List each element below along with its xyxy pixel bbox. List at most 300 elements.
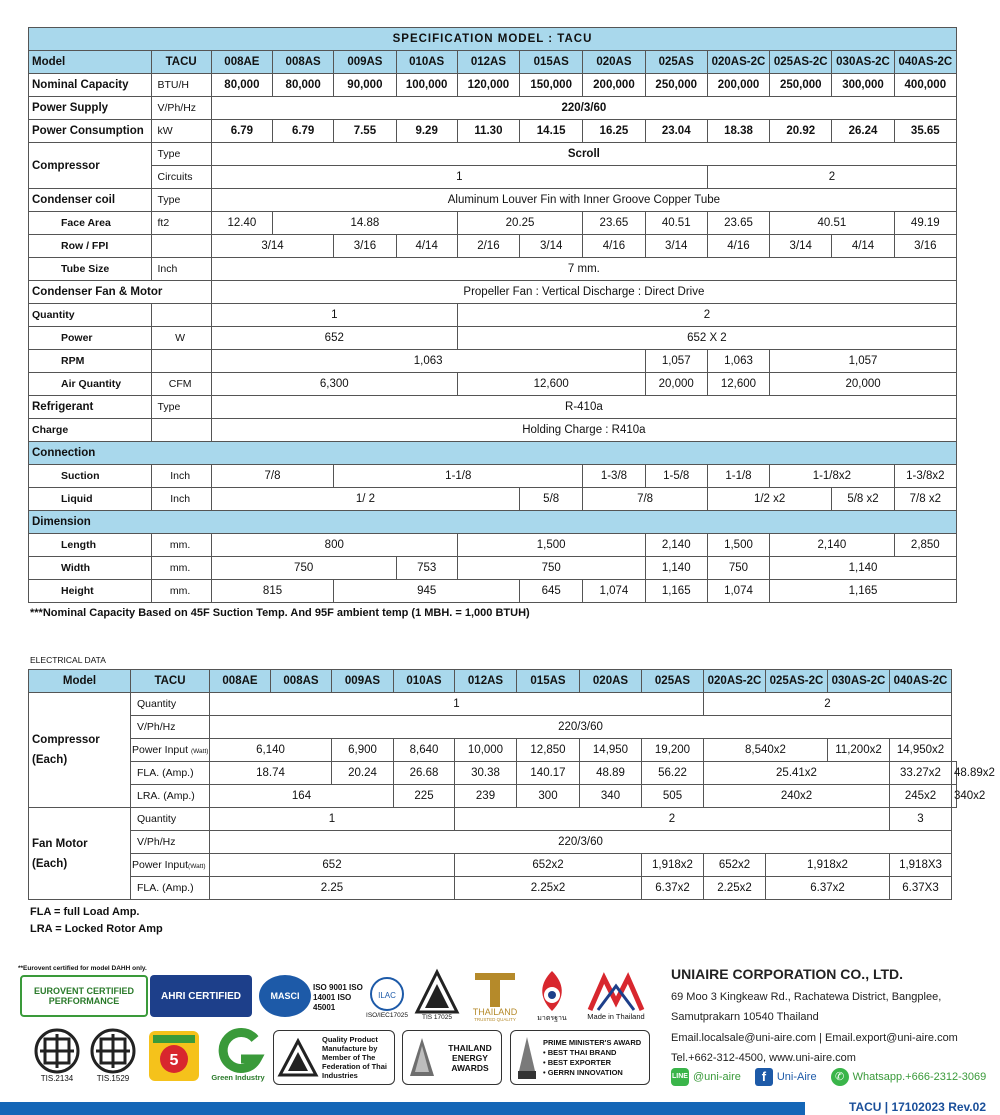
value-cell: 16.25 [583, 120, 645, 143]
row-label: Condenser coil [29, 189, 152, 212]
row-suction [29, 465, 957, 488]
facebook-icon[interactable]: f [755, 1068, 773, 1086]
model-header: 020AS [580, 670, 642, 693]
value-cell: 300 [517, 785, 580, 808]
model-header: 020AS-2C [707, 51, 769, 74]
row-label: Tube Size [29, 258, 152, 281]
line-icon[interactable]: LINE [671, 1068, 689, 1086]
ahri-logo [150, 975, 252, 1017]
row-power-supply [29, 97, 957, 120]
mortordor-flame-icon [532, 969, 572, 1013]
value-cell: 49.19 [894, 212, 956, 235]
model-header: 008AS [273, 51, 334, 74]
model-header: 030AS-2C [832, 51, 894, 74]
value-cell: 3/14 [520, 235, 583, 258]
model-header: 030AS-2C [828, 670, 890, 693]
pm-award-item: • BEST THAI BRAND [543, 1047, 617, 1057]
row-label: Power Supply [29, 97, 152, 120]
value-cell: 7 mm. [211, 258, 956, 281]
value-cell: 2 [455, 808, 890, 831]
unit-cell: Type [151, 189, 211, 212]
row-label: Height [29, 580, 152, 603]
electrical-table [28, 669, 995, 900]
row-fan-fla [29, 877, 957, 900]
row-label: Power [29, 327, 152, 350]
row-air-quantity [29, 373, 957, 396]
company-address-line1: 69 Moo 3 Kingkeaw Rd., Rachatewa District, Bangplee, [671, 991, 942, 1003]
model-header: 015AS [520, 51, 583, 74]
value-cell: 6,900 [332, 739, 394, 762]
tis1529-text: TIS.1529 [96, 1073, 130, 1083]
value-cell: 4/14 [396, 235, 457, 258]
value-cell: 20.25 [457, 212, 583, 235]
unit-cell: V/Ph/Hz [151, 97, 211, 120]
model-header: 012AS [457, 51, 519, 74]
model-header: 020AS [583, 51, 645, 74]
green-industry-text: Green Industry [211, 1072, 265, 1082]
unit-cell: mm. [151, 580, 211, 603]
power-input-unit: (Watt) [190, 748, 209, 755]
unit-cell: ft2 [151, 212, 211, 235]
value-cell: 20,000 [645, 373, 707, 396]
green-industry-logo [206, 1025, 270, 1085]
value-cell: 26.68 [394, 762, 455, 785]
value-cell: 19,200 [642, 739, 704, 762]
value-cell: 26.24 [832, 120, 894, 143]
value-cell: 1,074 [583, 580, 645, 603]
row-compressor-circuits [29, 166, 957, 189]
tis2134-logo [32, 1025, 82, 1085]
spec-table [28, 27, 957, 603]
compressor-label [29, 693, 131, 808]
value-cell: 652x2 [455, 854, 642, 877]
pm-award-item: • GERRN INNOVATION [543, 1067, 623, 1077]
value-cell: 1-3/8x2 [894, 465, 956, 488]
value-cell: 5/8 x2 [832, 488, 894, 511]
compressor-label-line2: (Each) [32, 754, 68, 766]
value-cell: 1-5/8 [645, 465, 707, 488]
thailand-trust-text: THAILAND [472, 1006, 518, 1017]
row-width [29, 557, 957, 580]
model-header: 025AS-2C [766, 670, 828, 693]
value-cell: 3/16 [894, 235, 956, 258]
company-email[interactable]: Email.localsale@uni-aire.com | Email.export@uni-aire.com [671, 1032, 958, 1044]
value-cell: 18.38 [707, 120, 769, 143]
value-cell: 750 [457, 557, 645, 580]
value-cell: 652x2 [704, 854, 766, 877]
model-header: 008AS [271, 670, 332, 693]
value-cell: 12.40 [211, 212, 272, 235]
row-power-consumption [29, 120, 957, 143]
tis17025-text: TIS 17025 [422, 1013, 452, 1021]
value-cell: 1-1/8 [334, 465, 583, 488]
unit-cell: V/Ph/Hz [131, 716, 210, 739]
row-refrigerant [29, 396, 957, 419]
value-cell: 250,000 [645, 74, 707, 97]
eurovent-note: **Eurovent certified for model DAHH only. [18, 965, 147, 972]
model-header: 040AS-2C [890, 670, 952, 693]
unit-cell: kW [151, 120, 211, 143]
section-dimension [29, 511, 957, 534]
whatsapp-icon[interactable]: ✆ [831, 1068, 849, 1086]
unit-cell: FLA. (Amp.) [131, 762, 210, 785]
prime-minister-award-logo [510, 1030, 650, 1085]
header-model: Model [29, 670, 131, 693]
energy-award-text: THAILAND ENERGY AWARDS [448, 1042, 492, 1073]
row-label: Quantity [29, 304, 152, 327]
revision-label: TACU | 17102023 Rev.02 [849, 1100, 986, 1114]
value-cell: 1,165 [770, 580, 957, 603]
pm-award-trophy-icon [515, 1035, 539, 1081]
pm-award-title: PRIME MINISTER'S AWARD [543, 1037, 642, 1047]
value-cell: 20.92 [770, 120, 832, 143]
model-header: 040AS-2C [894, 51, 956, 74]
value-cell: 1/2 x2 [707, 488, 832, 511]
value-cell: 2,140 [645, 534, 707, 557]
row-comp-lra [29, 785, 957, 808]
unit-cell [131, 854, 210, 877]
row-fan-vph [29, 831, 957, 854]
value-cell: 25.41x2 [704, 762, 890, 785]
value-cell: 1,057 [770, 350, 957, 373]
model-header: 009AS [332, 670, 394, 693]
row-label: Condenser Fan & Motor [29, 281, 212, 304]
fan-motor-label-line2: (Each) [32, 857, 68, 870]
value-cell: 3/16 [334, 235, 396, 258]
value-cell: 150,000 [520, 74, 583, 97]
value-cell: 7/8 x2 [894, 488, 956, 511]
unit-cell: Quantity [131, 693, 210, 716]
row-label: Nominal Capacity [29, 74, 152, 97]
fti-triangle-icon [278, 1038, 318, 1078]
row-height [29, 580, 957, 603]
company-name: UNIAIRE CORPORATION CO., LTD. [671, 966, 904, 982]
value-cell: 652 [210, 854, 455, 877]
thailand-trust-logo [466, 967, 524, 1025]
value-cell: 945 [334, 580, 520, 603]
section-label: Dimension [29, 511, 957, 534]
value-cell: Aluminum Louver Fin with Inner Groove Copper Tube [211, 189, 956, 212]
unit-cell: CFM [151, 373, 211, 396]
value-cell: 200,000 [707, 74, 769, 97]
fti-text: Quality Product Manufacture by Member of The Federation of Thai Industries [322, 1035, 388, 1080]
value-cell: 4/14 [832, 235, 894, 258]
row-nominal-capacity [29, 74, 957, 97]
row-face-area [29, 212, 957, 235]
value-cell: 240x2 [704, 785, 890, 808]
fan-motor-label-line1: Fan Motor [32, 837, 88, 850]
value-cell: 14.15 [520, 120, 583, 143]
footer-bar [0, 1102, 805, 1115]
value-cell: 80,000 [211, 74, 272, 97]
value-cell: 6.79 [211, 120, 272, 143]
pm-award-text [543, 1038, 641, 1078]
value-cell: 3/14 [770, 235, 832, 258]
row-length [29, 534, 957, 557]
iso-text: ISO 9001 ISO 14001 ISO 45001 [313, 983, 363, 1012]
value-cell: 1-1/8x2 [770, 465, 895, 488]
value-cell: 20,000 [770, 373, 957, 396]
model-header: 025AS-2C [770, 51, 832, 74]
value-cell: 23.04 [645, 120, 707, 143]
iso17025-logo [362, 970, 412, 1024]
unit-cell: Inch [151, 258, 211, 281]
unit-cell: V/Ph/Hz [131, 831, 210, 854]
green-industry-g-icon [213, 1029, 263, 1073]
value-cell: 6.79 [273, 120, 334, 143]
company-address-line2: Samutprakarn 10540 Thailand [671, 1011, 819, 1023]
value-cell: 48.89 [580, 762, 642, 785]
tis2134-text: TIS.2134 [40, 1073, 74, 1083]
value-cell: 23.65 [707, 212, 769, 235]
value-cell: 10,000 [455, 739, 517, 762]
value-cell: 6.37x2 [642, 877, 704, 900]
value-cell: 14.88 [273, 212, 458, 235]
value-cell: Holding Charge : R410a [211, 419, 956, 442]
value-cell: 652 [211, 327, 457, 350]
value-cell: 164 [210, 785, 394, 808]
row-charge [29, 419, 957, 442]
unit-cell [151, 235, 211, 258]
row-row-fpi [29, 235, 957, 258]
unit-cell [131, 739, 210, 762]
value-cell: 2,850 [894, 534, 956, 557]
value-cell: 2.25x2 [704, 877, 766, 900]
section-connection [29, 442, 957, 465]
row-fan-motor [29, 281, 957, 304]
spec-title: SPECIFICATION MODEL : TACU [29, 28, 957, 51]
unit-cell: Quantity [131, 808, 210, 831]
value-cell: 90,000 [334, 74, 396, 97]
eurovent-text: EUROVENT CERTIFIED PERFORMANCE [33, 986, 134, 1006]
value-cell: 1,063 [211, 350, 645, 373]
company-tel-web[interactable]: Tel.+662-312-4500, www.uni-aire.com [671, 1052, 856, 1064]
value-cell: 225 [394, 785, 455, 808]
value-cell: 1,918x2 [642, 854, 704, 877]
unit-cell: Circuits [151, 166, 211, 189]
masci-text: MASCI [270, 991, 300, 1001]
value-cell: 750 [211, 557, 396, 580]
value-cell: 1 [210, 808, 455, 831]
model-header: 010AS [396, 51, 457, 74]
eurovent-logo [20, 975, 148, 1017]
compressor-label-line1: Compressor [32, 734, 100, 746]
value-cell: 11,200x2 [828, 739, 890, 762]
value-cell: 48.89x2 [952, 762, 957, 785]
model-header: 012AS [455, 670, 517, 693]
unit-cell: Inch [151, 465, 211, 488]
row-comp-quantity [29, 693, 957, 716]
fla-definition: FLA = full Load Amp. [30, 906, 140, 918]
value-cell: 4/16 [583, 235, 645, 258]
made-in-thailand-text: Made in Thailand [587, 1011, 645, 1021]
value-cell: 12,850 [517, 739, 580, 762]
value-cell: 645 [520, 580, 583, 603]
value-cell: 14,950 [580, 739, 642, 762]
value-cell: 2.25x2 [455, 877, 642, 900]
value-cell: 7.55 [334, 120, 396, 143]
value-cell: 35.65 [894, 120, 956, 143]
value-cell: 753 [396, 557, 457, 580]
power-input-label: Power Input [132, 744, 189, 756]
row-label: Charge [29, 419, 152, 442]
value-cell: 1,500 [457, 534, 645, 557]
pm-award-item: • BEST EXPORTER [543, 1057, 612, 1067]
row-label: Air Quantity [29, 373, 152, 396]
value-cell: 6.37x2 [766, 877, 890, 900]
value-cell: 80,000 [273, 74, 334, 97]
value-cell: 815 [211, 580, 334, 603]
value-cell: 1 [210, 693, 704, 716]
row-fan-quantity [29, 808, 957, 831]
value-cell: 1 [211, 304, 457, 327]
value-cell: 3 [890, 808, 952, 831]
value-cell: 1-3/8 [583, 465, 645, 488]
value-cell: 1/ 2 [211, 488, 519, 511]
row-condenser-coil [29, 189, 957, 212]
iso17025-text: ISO/IEC17025 [366, 1011, 408, 1019]
value-cell: 245x2 [890, 785, 952, 808]
value-cell: 2 [457, 304, 956, 327]
unit-cell: Inch [151, 488, 211, 511]
iso-certifications [313, 980, 363, 1016]
value-cell: 12,600 [707, 373, 769, 396]
value-cell: 1,140 [770, 557, 957, 580]
value-cell: 12,600 [457, 373, 645, 396]
value-cell: 750 [707, 557, 769, 580]
value-cell: 40.51 [770, 212, 895, 235]
svg-text:ILAC: ILAC [378, 990, 396, 1000]
capacity-note: ***Nominal Capacity Based on 45F Suction Temp. And 95F ambient temp (1 MBH. = 1,000 BTUH) [30, 607, 530, 619]
value-cell: 6,140 [210, 739, 332, 762]
value-cell: 40.51 [645, 212, 707, 235]
header-tacu: TACU [151, 51, 211, 74]
thailand-trust-subtext: TRUSTED QUALITY [474, 1016, 516, 1022]
tis17025-logo [413, 965, 461, 1025]
value-cell: 2 [707, 166, 956, 189]
value-cell: 2,140 [770, 534, 895, 557]
row-comp-power-input [29, 739, 957, 762]
value-cell: 140.17 [517, 762, 580, 785]
power-input-unit: (Watt) [188, 863, 206, 870]
value-cell: 8,540x2 [704, 739, 828, 762]
lab-accreditation-icon [369, 976, 405, 1012]
line-handle[interactable]: @uni-aire [693, 1071, 741, 1083]
mortordor-logo [528, 967, 576, 1025]
row-label: Suction [29, 465, 152, 488]
value-cell: 6.37X3 [890, 877, 952, 900]
unit-cell: FLA. (Amp.) [131, 877, 210, 900]
value-cell: R-410a [211, 396, 956, 419]
model-header: 008AE [210, 670, 271, 693]
value-cell: 1,918x2 [766, 854, 890, 877]
unit-cell: Type [151, 396, 211, 419]
value-cell: 6,300 [211, 373, 457, 396]
unit-cell [151, 419, 211, 442]
value-cell: 120,000 [457, 74, 519, 97]
row-fan-power-input [29, 854, 957, 877]
value-cell: 800 [211, 534, 457, 557]
value-cell: 505 [642, 785, 704, 808]
value-cell: 18.74 [210, 762, 332, 785]
thailand-energy-awards-logo [402, 1030, 502, 1085]
value-cell: Propeller Fan : Vertical Discharge : Direct Drive [211, 281, 956, 304]
model-header: 025AS [642, 670, 704, 693]
unit-cell: mm. [151, 534, 211, 557]
unit-cell: Type [151, 143, 211, 166]
value-cell: 200,000 [583, 74, 645, 97]
model-header: 015AS [517, 670, 580, 693]
value-cell: 2 [704, 693, 952, 716]
unit-cell [151, 304, 211, 327]
row-fan-power [29, 327, 957, 350]
value-cell: 8,640 [394, 739, 455, 762]
energy-award-trophy-icon [407, 1036, 437, 1080]
unit-cell: W [151, 327, 211, 350]
lra-definition: LRA = Locked Rotor Amp [30, 923, 163, 935]
row-label: Power Consumption [29, 120, 152, 143]
row-label: RPM [29, 350, 152, 373]
value-cell: 100,000 [396, 74, 457, 97]
value-cell: 56.22 [642, 762, 704, 785]
model-header: 008AE [211, 51, 272, 74]
value-cell: 652 X 2 [457, 327, 956, 350]
whatsapp-number[interactable]: Whatsapp.+666-2312-3069 [852, 1071, 987, 1083]
model-header: 009AS [334, 51, 396, 74]
fan-motor-label [29, 808, 131, 900]
value-cell: 1 [211, 166, 707, 189]
electrical-data-title: ELECTRICAL DATA [30, 655, 106, 665]
value-cell: 239 [455, 785, 517, 808]
value-cell: 2/16 [457, 235, 519, 258]
row-label: Length [29, 534, 152, 557]
tis-mark-icon [90, 1028, 136, 1074]
value-cell: 340 [580, 785, 642, 808]
value-cell: 340x2 [952, 785, 957, 808]
value-cell: 7/8 [211, 465, 334, 488]
value-cell: 1,140 [645, 557, 707, 580]
value-cell: 1,918X3 [890, 854, 952, 877]
unit-cell: mm. [151, 557, 211, 580]
model-header: 025AS [645, 51, 707, 74]
value-cell: 11.30 [457, 120, 519, 143]
masci-logo [259, 975, 311, 1017]
value-cell: 220/3/60 [210, 831, 952, 854]
svg-text:5: 5 [169, 1051, 178, 1069]
value-cell: 250,000 [770, 74, 832, 97]
model-header: 010AS [394, 670, 455, 693]
value-cell: Scroll [211, 143, 956, 166]
unit-cell [151, 350, 211, 373]
value-cell: 1,500 [707, 534, 769, 557]
value-cell: 1,074 [707, 580, 769, 603]
row-fan-quantity [29, 304, 957, 327]
value-cell: 7/8 [583, 488, 708, 511]
tisi-triangle-icon [415, 970, 459, 1014]
power-input-label: Power Input [132, 859, 189, 871]
value-cell: 4/16 [707, 235, 769, 258]
row-liquid [29, 488, 957, 511]
value-cell: 1,063 [707, 350, 769, 373]
tis-mark-icon [34, 1028, 80, 1074]
row-comp-vph [29, 716, 957, 739]
facebook-handle[interactable]: Uni-Aire [776, 1071, 817, 1083]
value-cell: 400,000 [894, 74, 956, 97]
row-label: Refrigerant [29, 396, 152, 419]
unit-cell: BTU/H [151, 74, 211, 97]
row-label: Width [29, 557, 152, 580]
value-cell: 1,057 [645, 350, 707, 373]
